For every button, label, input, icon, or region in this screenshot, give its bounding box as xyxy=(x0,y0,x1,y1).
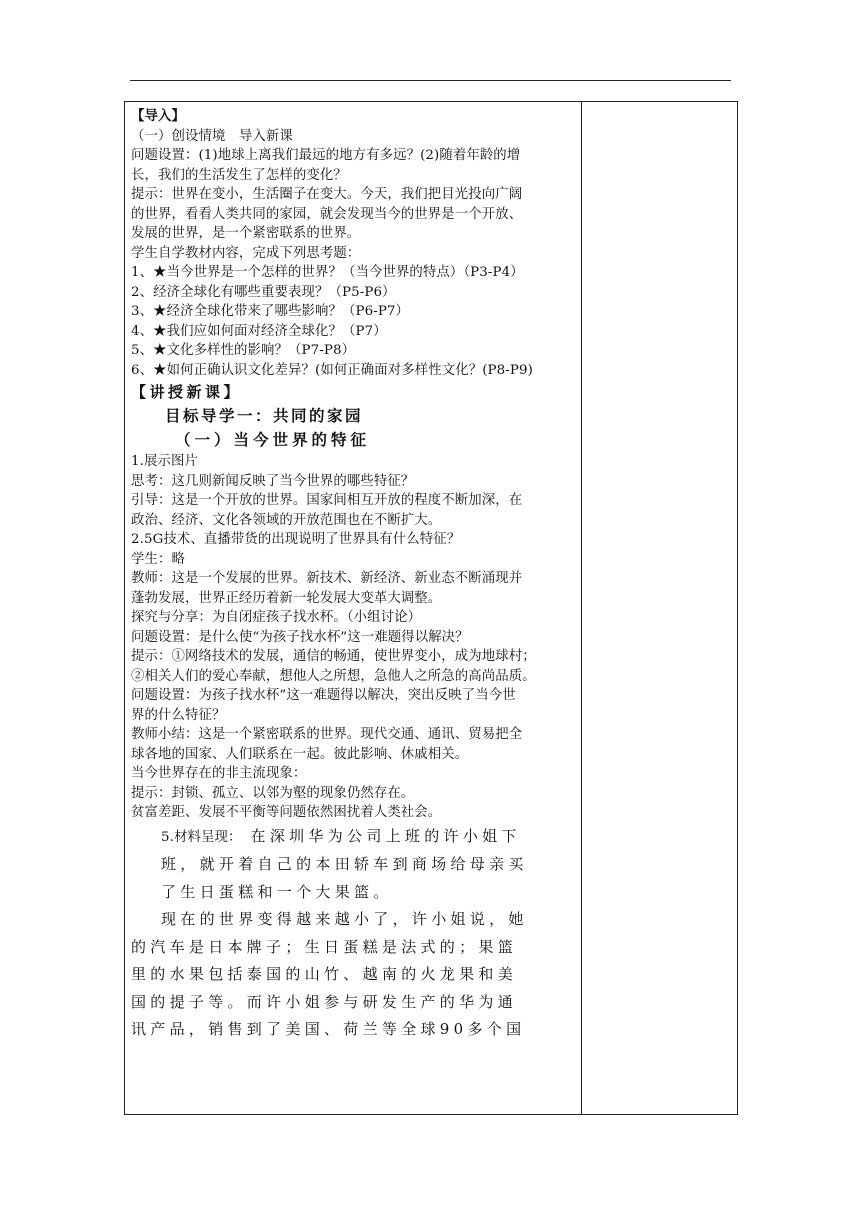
material-line: 了生日蛋糕和一个大果篮。 xyxy=(161,882,393,901)
material-line: 在深圳华为公司上班的许小姐下 xyxy=(250,826,521,845)
material-line: 里的水果包括泰国的山竹、越南的火龙果和美 xyxy=(131,965,518,983)
body-line: ②相关人们的爱心奉献，想他人之所想，急他人之所急的高尚品质。 xyxy=(131,668,536,684)
material-line: 的汽车是日本牌子；生日蛋糕是法式的；果篮 xyxy=(131,937,518,956)
body-line: 问题设置：是什么使“为孩子找水杯”这一难题得以解决？ xyxy=(131,629,469,645)
lesson-content-cell xyxy=(131,107,577,1111)
body-line: 1.展示图片 xyxy=(131,454,198,469)
body-line: 学生：略 xyxy=(131,551,185,567)
body-line: 教师：这是一个发展的世界。新技术、新经济、新业态不断涌现并 xyxy=(131,571,523,586)
body-line: 当今世界存在的非主流现象： xyxy=(131,766,307,781)
material-label: 5.材料呈现： xyxy=(161,829,242,845)
body-line: 引导：这是一个开放的世界。国家间相互开放的程度不断加深，在 xyxy=(131,493,523,508)
body-line: 思考：这几则新闻反映了当今世界的哪些特征？ xyxy=(131,473,415,489)
body-line: 球各地的国家、人们联系在一起。彼此影响、休戚相关。 xyxy=(131,746,469,762)
lecture-heading: 【讲授新课】 xyxy=(131,383,243,401)
intro-line: （一）创设情境 导入新课 xyxy=(131,128,293,144)
question-item: 3、★经济全球化带来了哪些影响？（P6-P7） xyxy=(131,304,410,319)
material-first-line xyxy=(131,823,577,852)
column-divider xyxy=(581,102,582,1114)
question-item: 2、经济全球化有哪些重要表现？（P5-P6） xyxy=(131,284,396,300)
question-item: 1、★当今世界是一个怎样的世界？（当今世界的特点）（P3-P4） xyxy=(131,265,524,280)
body-line: 提示：①网络技术的发展，通信的畅通，使世界变小，成为地球村； xyxy=(131,649,536,664)
question-item: 6、★如何正确认识文化差异？(如何正确面对多样性文化？(P8-P9) xyxy=(131,362,533,378)
body-line: 蓬勃发展，世界正经历着新一轮发展大变革大调整。 xyxy=(131,590,442,606)
material-line: 现在的世界变得越来越小了，许小姐说，她 xyxy=(161,910,528,928)
header-rule xyxy=(130,80,731,81)
question-item: 5、★文化多样性的影响？（P7-P8） xyxy=(131,343,356,358)
question-item: 4、★我们应如何面对经济全球化？（P7） xyxy=(131,323,387,339)
material-line: 国的提子等。而许小姐参与研发生产的华为通 xyxy=(131,992,518,1011)
body-line: 2.5G技术、直播带货的出现说明了世界具有什么特征？ xyxy=(131,532,461,547)
body-line: 界的什么特征？ xyxy=(131,707,226,723)
intro-line: 问题设置：(1)地球上离我们最远的地方有多远？(2)随着年龄的增 xyxy=(131,148,521,163)
intro-line: 发展的世界，是一个紧密联系的世界。 xyxy=(131,226,361,241)
intro-heading: 【导入】 xyxy=(131,108,185,124)
body-line: 问题设置：为孩子找水杯”这一难题得以解决，突出反映了当今世 xyxy=(131,688,516,703)
intro-line: 学生自学教材内容，完成下列思考题： xyxy=(131,245,361,261)
intro-line: 长，我们的生活发生了怎样的变化？ xyxy=(131,167,347,183)
body-line: 贫富差距、发展不平衡等问题依然困扰着人类社会。 xyxy=(131,805,442,820)
lesson-plan-table xyxy=(124,101,738,1115)
body-line: 提示：封锁、孤立、以邻为壑的现象仍然存在。 xyxy=(131,785,415,801)
material-line: 讯产品，销售到了美国、荷兰等全球90多个国 xyxy=(131,1020,526,1038)
body-line: 教师小结：这是一个紧密联系的世界。现代交通、通讯、贸易把全 xyxy=(131,727,523,742)
body-line: 政治、经济、文化各领域的开放范围也在不断扩大。 xyxy=(131,512,442,528)
material-line: 班，就开着自己的本田轿车到商场给母亲买 xyxy=(161,855,528,873)
intro-line: 提示：世界在变小，生活圈子在变大。今天，我们把目光投向广阔 xyxy=(131,187,523,202)
body-line: 探究与分享：为自闭症孩子找水杯。（小组讨论） xyxy=(131,610,422,625)
section-heading: （一）当今世界的特征 xyxy=(175,430,371,449)
goal-heading: 目标导学一：共同的家园 xyxy=(165,406,364,425)
intro-line: 的世界，看看人类共同的家园，就会发现当今的世界是一个开放、 xyxy=(131,206,523,222)
